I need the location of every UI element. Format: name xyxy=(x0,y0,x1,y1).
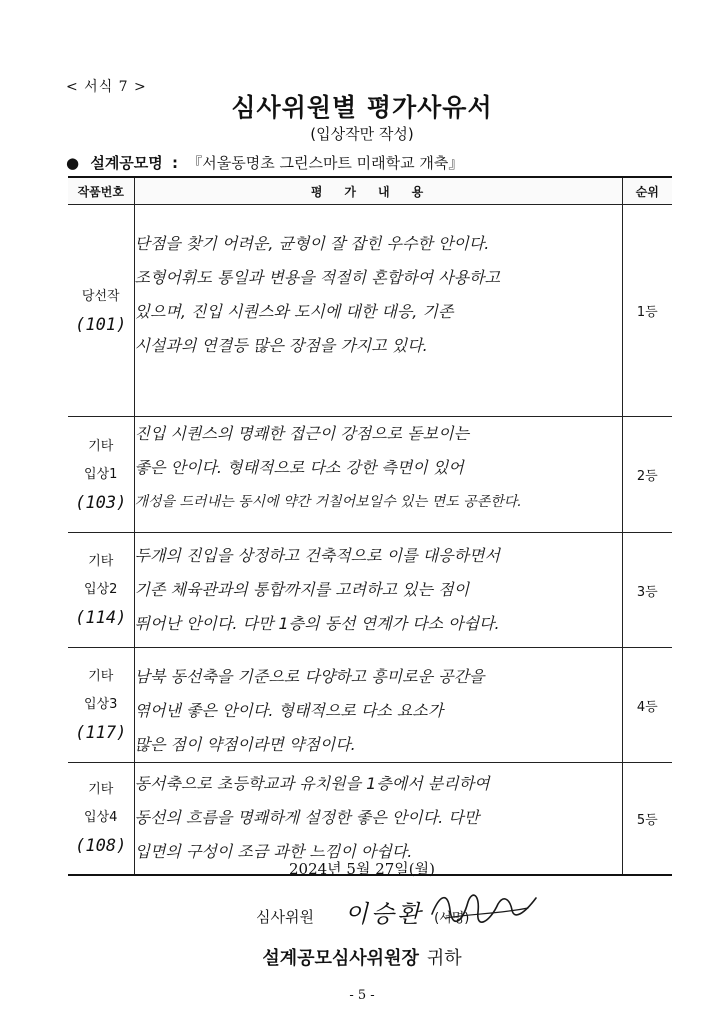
document-title: 심사위원별 평가사유서 xyxy=(231,93,493,122)
evaluation-line: 조형어휘도 통일과 변용을 적절히 혼합하여 사용하고 xyxy=(134,268,500,287)
rank-cell: 5등 xyxy=(622,763,672,875)
addressee-line xyxy=(0,944,724,970)
evaluation-line: 개성을 드러내는 동시에 약간 거칠어보일수 있는 면도 공존한다. xyxy=(134,494,522,510)
evaluation-line: 동선의 흐름을 명쾌하게 설정한 좋은 안이다. 다만 xyxy=(134,808,480,827)
table-header-row xyxy=(68,177,672,205)
evaluation-text-cell xyxy=(134,648,622,763)
entry-number: (117) xyxy=(75,723,127,743)
award-label: 기타 xyxy=(88,669,114,684)
header-rank: 순위 xyxy=(622,177,672,205)
header-entry-number: 작품번호 xyxy=(68,177,134,205)
entry-id-cell xyxy=(68,533,134,648)
evaluation-line: 기존 체육관과의 통합까지를 고려하고 있는 점이 xyxy=(134,580,470,599)
award-sublabel: 입상2 xyxy=(84,582,118,597)
competition-name-line xyxy=(66,152,463,173)
evaluation-text-cell xyxy=(134,533,622,648)
evaluation-line: 동서축으로 초등학교과 유치원을 1층에서 분리하여 xyxy=(134,774,490,793)
table-row xyxy=(68,533,672,648)
entry-id-cell xyxy=(68,205,134,417)
evaluation-line: 있으며, 진입 시퀀스와 도시에 대한 대응, 기존 xyxy=(134,302,454,321)
form-number-label: < 서식 7 > xyxy=(66,79,147,95)
addressee-suffix: 귀하 xyxy=(426,948,462,969)
rank-cell: 1등 xyxy=(622,205,672,417)
rank-cell: 3등 xyxy=(622,533,672,648)
evaluation-line: 진입 시퀀스의 명쾌한 접근이 강점으로 돋보이는 xyxy=(134,424,470,443)
header-evaluation-content: 평가내용 xyxy=(134,177,622,205)
entry-number: (103) xyxy=(75,492,127,513)
evaluation-text-cell xyxy=(134,417,622,533)
evaluation-table xyxy=(68,176,672,876)
evaluation-line: 뛰어난 안이다. 다만 1층의 동선 연계가 다소 아쉽다. xyxy=(134,614,500,633)
evaluation-line: 남북 동선축을 기준으로 다양하고 흥미로운 공간을 xyxy=(134,667,485,686)
entry-number: (108) xyxy=(75,836,127,857)
entry-number: (101) xyxy=(75,314,127,335)
evaluation-line: 좋은 안이다. 형태적으로 다소 강한 측면이 있어 xyxy=(134,458,464,477)
competition-colon: : xyxy=(172,154,179,172)
entry-id-cell xyxy=(68,648,134,763)
evaluation-line: 두개의 진입을 상정하고 건축적으로 이를 대응하면서 xyxy=(134,546,500,565)
bullet-icon: ● xyxy=(66,154,80,172)
table-row xyxy=(68,205,672,417)
document-date: 2024년 5월 27일(월) xyxy=(288,860,435,878)
evaluation-line: 단점을 찾기 어려운, 균형이 잘 잡힌 우수한 안이다. xyxy=(134,234,490,253)
award-label: 기타 xyxy=(88,782,114,798)
competition-label: 설계공모명 xyxy=(90,154,163,172)
table-row xyxy=(68,648,672,763)
rank-cell: 2등 xyxy=(622,417,672,533)
document-subtitle: (입상작만 작성) xyxy=(310,125,414,143)
evaluation-line: 많은 점이 약점이라면 약점이다. xyxy=(134,735,356,754)
evaluation-line: 시설과의 연결등 많은 장점을 가지고 있다. xyxy=(134,336,428,355)
evaluation-line: 입면의 구성이 조금 과한 느낌이 아쉽다. xyxy=(134,842,413,861)
award-sublabel: 입상4 xyxy=(84,810,118,826)
page-number: - 5 - xyxy=(349,988,375,1003)
competition-name: 『서울동명초 그린스마트 미래학교 개축』 xyxy=(187,154,464,172)
award-sublabel: 입상3 xyxy=(84,697,118,712)
award-sublabel: 입상1 xyxy=(84,466,118,482)
evaluation-line: 엮어낸 좋은 안이다. 형태적으로 다소 요소가 xyxy=(134,701,444,720)
handwritten-signature xyxy=(428,884,538,928)
rank-cell: 4등 xyxy=(622,648,672,763)
entry-number: (114) xyxy=(75,608,127,628)
addressee-name: 설계공모심사위원장 xyxy=(262,948,419,969)
award-label: 당선작 xyxy=(81,288,120,304)
table-row xyxy=(68,417,672,533)
signature-placeholder: (서명) xyxy=(434,911,470,926)
judge-name: 이승환 xyxy=(344,900,424,928)
award-label: 기타 xyxy=(88,554,114,569)
entry-id-cell xyxy=(68,417,134,533)
award-label: 기타 xyxy=(88,438,114,454)
judge-label: 심사위원 xyxy=(256,908,314,926)
evaluation-text-cell xyxy=(134,205,622,417)
